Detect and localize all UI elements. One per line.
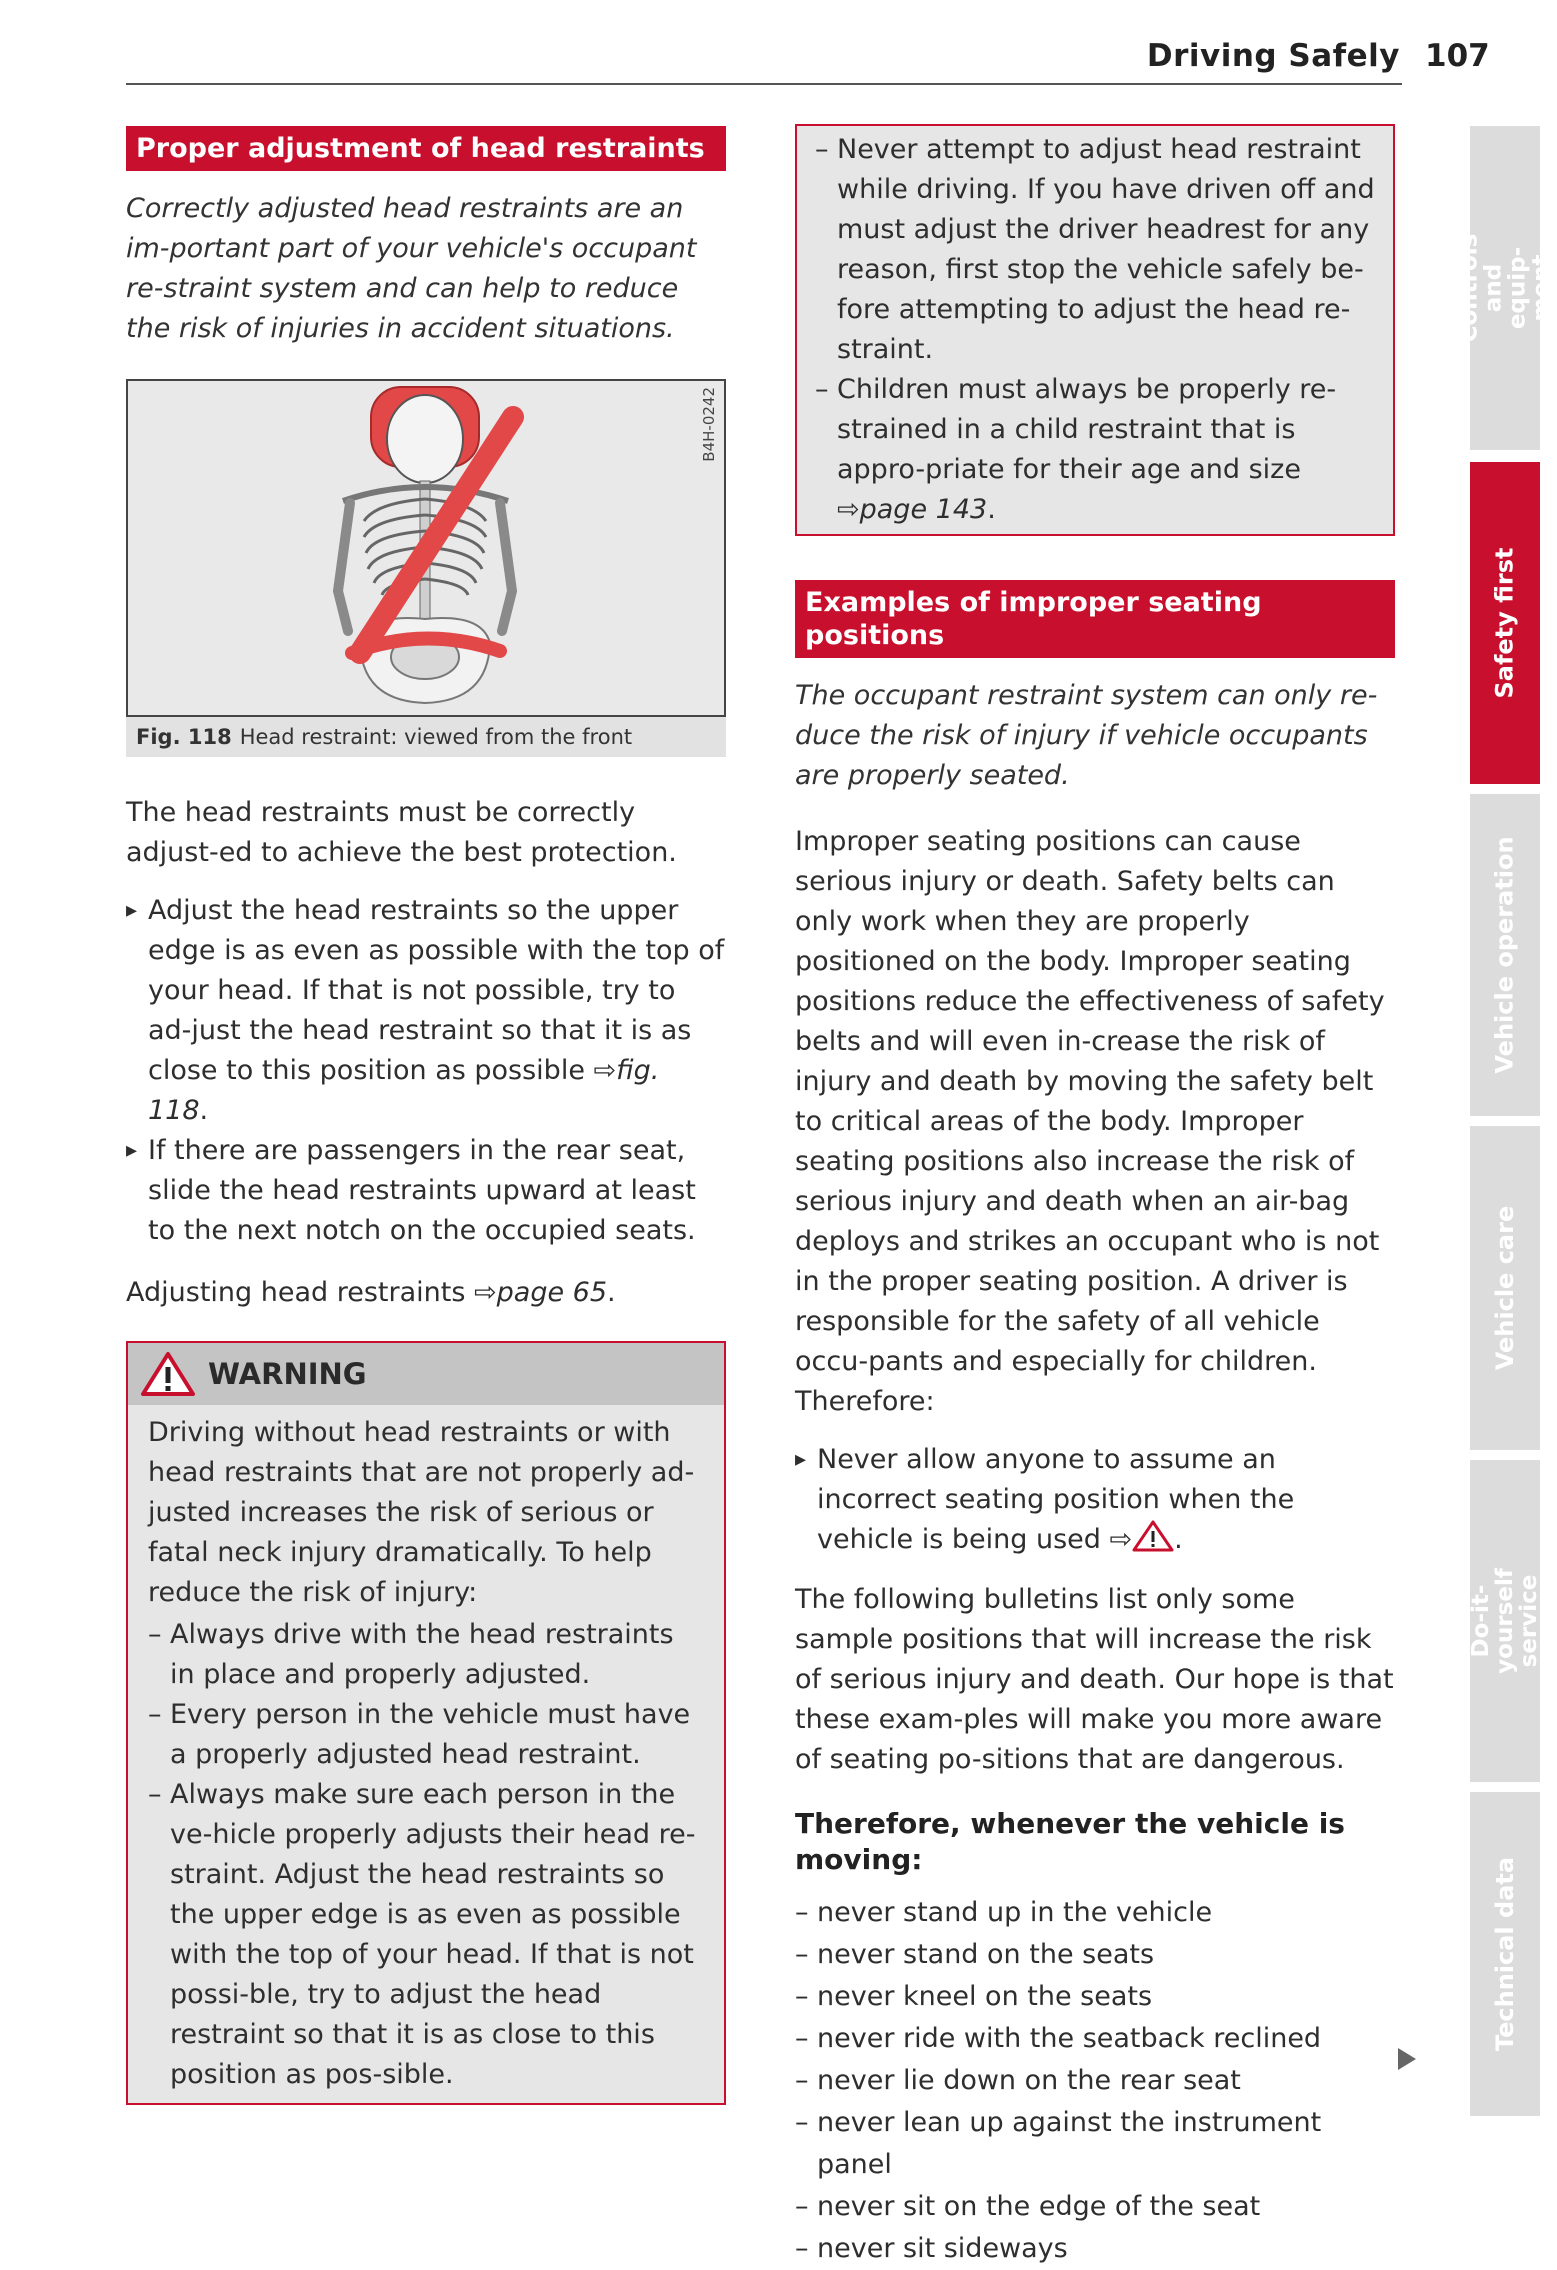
tab-vehicle-operation[interactable] — [1470, 794, 1540, 1116]
tab-label: Vehicle operation — [1491, 836, 1519, 1074]
intro-text: The occupant restraint system can only re-duce the risk of injury if vehicle occupants are properly seated. — [795, 680, 1378, 791]
warning-box — [126, 1341, 726, 2105]
figure-caption-label: Fig. 118 — [136, 725, 232, 749]
instruction-text: Never allow anyone to assume an incorrect seating position when the vehicle is being used — [817, 1444, 1295, 1555]
instruction-list — [126, 891, 726, 1251]
instruction-item — [126, 1131, 726, 1251]
section-heading-improper-seating: Examples of improper seating positions — [795, 580, 1395, 658]
warning-item — [815, 370, 1375, 530]
page-number: 107 — [1425, 38, 1490, 74]
figure-118 — [126, 379, 726, 757]
paragraph-adjust-protection: The head restraints must be correctly adjust-ed to achieve the best protection. — [126, 797, 677, 868]
prohibited-item: – never lie down on the rear seat — [795, 2060, 1395, 2102]
next-page-arrow-icon — [1398, 2048, 1416, 2070]
tab-vehicle-care[interactable] — [1470, 1126, 1540, 1450]
arrow-icon: ⇨ — [593, 1055, 617, 1086]
warning-triangle-icon — [140, 1351, 196, 1397]
prohibited-item: – never ride with the seatback reclined — [795, 2018, 1395, 2060]
chapter-tabs — [1456, 126, 1554, 2086]
warning-list — [148, 1615, 704, 2095]
prohibited-item: – never stand on the seats — [795, 1934, 1395, 1976]
figure-caption — [126, 717, 726, 757]
intro-text: Correctly adjusted head restraints are an im-portant part of your vehicle's occupant re-straint system and can help to reduce the risk of injuries in accident situations. — [126, 193, 697, 344]
warning-reference-icon[interactable] — [1132, 1520, 1174, 1552]
figure-image — [126, 379, 726, 717]
page-143-link[interactable]: page 143 — [859, 494, 988, 525]
warning-item — [815, 130, 1375, 370]
right-column — [795, 124, 1395, 2270]
prohibited-item: – never sit on the edge of the seat — [795, 2186, 1395, 2228]
adjusting-text: Adjusting head restraints — [126, 1277, 466, 1308]
left-column — [126, 126, 726, 2105]
prohibited-item: – never lean up against the instrument panel — [795, 2102, 1395, 2186]
instruction-text: Adjust the head restraints so the upper edge is as even as possible with the top of your head. If that is not possible, try to ad-just the head restraint so that it is as close to this position as possible — [148, 895, 725, 1086]
tab-label: Technical data — [1491, 1856, 1520, 2052]
tab-label: Controls and equip-ment — [1456, 233, 1554, 343]
prohibited-item: – never stand up in the vehicle — [795, 1892, 1395, 1934]
tab-safety-first[interactable] — [1470, 462, 1540, 784]
tab-label: Vehicle care — [1491, 1205, 1520, 1371]
figure-code: B4H-0242 — [700, 387, 718, 462]
sentence-end: . — [607, 1277, 616, 1308]
tab-label: Safety first — [1491, 547, 1519, 699]
warning-item: – Always drive with the head restraints in place and properly adjusted. — [148, 1615, 704, 1695]
warning-item: – Always make sure each person in the ve-hicle properly adjusts their head re-straint. Adjust the head restraints so the upper edge is as even as possible with the top of your head. If that is not possi-ble, try to adjust the head restraint so that it is as close to this position as pos-sible. — [148, 1775, 704, 2095]
instruction-text: If there are passengers in the rear seat, slide the head restraints upward at least to the next notch on the occupied seats. — [148, 1135, 696, 1246]
page-65-link[interactable]: page 65 — [496, 1277, 608, 1308]
arrow-icon: ⇨ — [474, 1277, 497, 1308]
sentence-end: . — [199, 1095, 209, 1126]
paragraph-improper-seating: Improper seating positions can cause serious injury or death. Safety belts can only work when they are properly positioned on the body. Improper seating positions reduce the effectiveness of safety belts and will even in-crease the risk of injury and death by moving the safety belt to critical areas of the body. Improper seating positions also increase the risk of serious injury and death when an air-bag deploys and strikes an occupant who is not in the proper seating position. A driver is responsible for the safety of all vehicle occu-pants and especially for children. Therefore: — [795, 826, 1385, 1417]
adjusting-reference — [126, 1273, 726, 1313]
prohibited-positions-list — [795, 1892, 1395, 2270]
running-header-title: Driving Safely — [1146, 38, 1400, 74]
paragraph-sample-positions: The following bulletins list only some sample positions that will increase the risk of serious injury and death. Our hope is that these exam-ples will make you more aware of seating po-sitions that are dangerous. — [795, 1584, 1394, 1775]
tab-label: Do-it-yourself service — [1468, 1568, 1542, 1674]
skeleton-illustration — [128, 381, 724, 715]
warning-body — [128, 1405, 724, 2103]
prohibited-item: – never sit sideways — [795, 2228, 1395, 2270]
prohibited-item: – never kneel on the seats — [795, 1976, 1395, 2018]
warning-item-text: Children must always be properly re-strained in a child restraint that is appro-priate for their age and size — [837, 374, 1337, 485]
warning-continuation-box — [795, 124, 1395, 536]
tab-do-it-yourself-service[interactable] — [1470, 1460, 1540, 1782]
warning-title: WARNING — [208, 1357, 367, 1391]
warning-continuation-list — [815, 130, 1375, 530]
instruction-item — [126, 891, 726, 1131]
sentence-end: . — [987, 494, 996, 525]
tab-controls-and-equipment[interactable] — [1456, 126, 1554, 450]
fig-118-link[interactable]: fig. 118 — [148, 1055, 660, 1126]
instruction-item: ▸ Never allow anyone to assume an incorrect seating position when the vehicle is being used ⇨ . — [795, 1440, 1395, 1560]
tab-technical-data[interactable] — [1470, 1792, 1540, 2116]
header-rule — [126, 83, 1402, 85]
figure-caption-text: Head restraint: viewed from the front — [239, 725, 633, 749]
warning-item-text: Never attempt to adjust head restraint while driving. If you have driven off and must adjust the driver headrest for any reason, first stop the vehicle safely be-fore attempting to adjust the head re-straint. — [837, 134, 1375, 365]
arrow-icon: ⇨ — [837, 494, 860, 525]
subheading-whenever-moving: Therefore, whenever the vehicle is moving: — [795, 1807, 1345, 1876]
section-heading-head-restraints: Proper adjustment of head restraints — [126, 126, 726, 171]
arrow-icon: ⇨ — [1109, 1524, 1133, 1555]
warning-intro: Driving without head restraints or with head restraints that are not properly ad-justed increases the risk of serious or fatal neck injury dramatically. To help reduce the risk of injury: — [148, 1417, 695, 1608]
instruction-list — [795, 1440, 1395, 1560]
warning-header — [128, 1343, 724, 1405]
warning-item: – Every person in the vehicle must have a properly adjusted head restraint. — [148, 1695, 704, 1775]
